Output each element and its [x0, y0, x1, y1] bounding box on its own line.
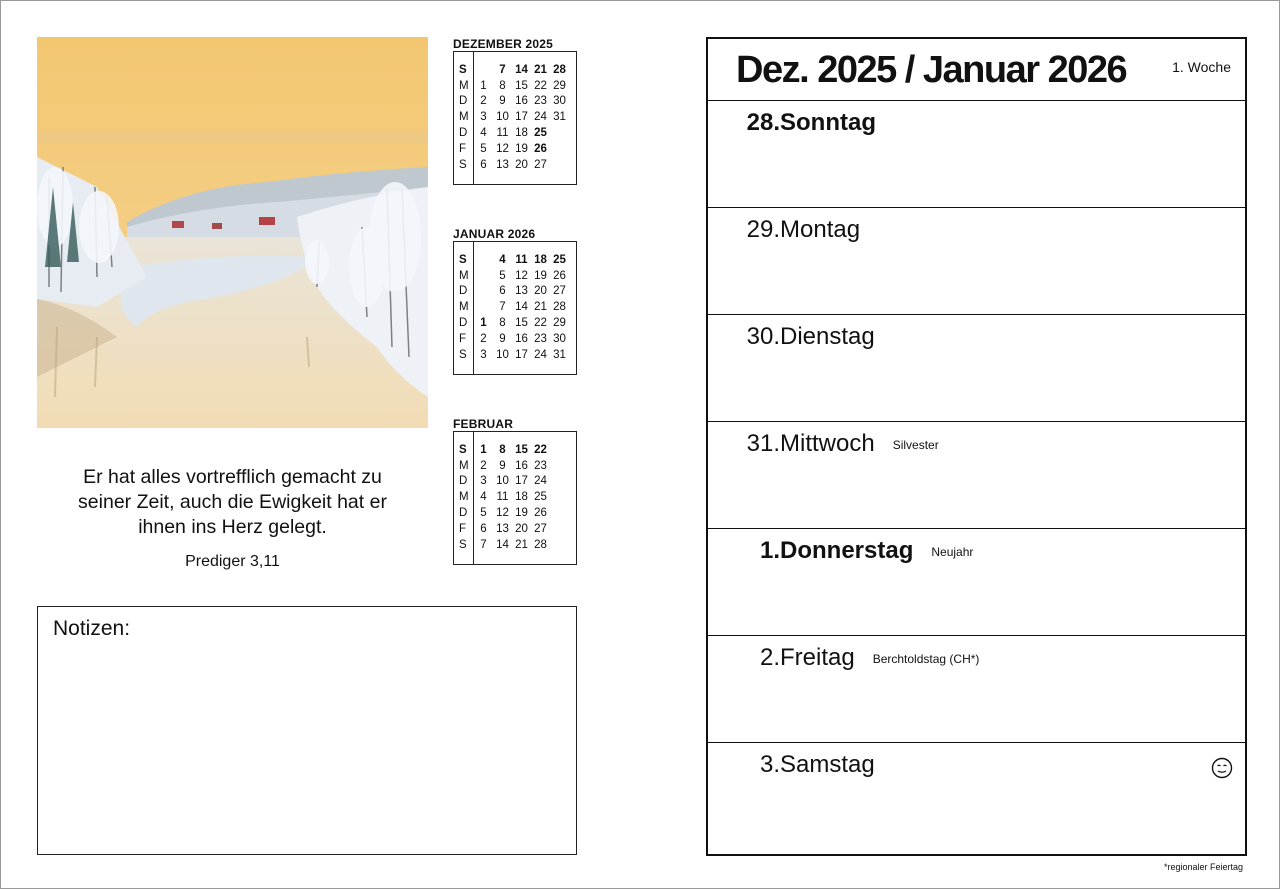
mini-calendar-row	[454, 442, 550, 458]
calendar-date: 16	[515, 332, 528, 345]
calendar-date: 21	[515, 538, 528, 551]
day-number: 2.	[759, 644, 780, 671]
calendar-date: 3	[480, 475, 487, 488]
calendar-date: 19	[515, 142, 528, 155]
weekday-label: F	[459, 142, 467, 155]
calendar-date: 26	[553, 269, 566, 282]
day-name	[780, 644, 979, 672]
mini-calendar-grid	[453, 241, 577, 375]
calendar-date: 14	[515, 63, 528, 76]
calendar-date: 27	[553, 285, 566, 298]
calendar-date: 28	[553, 63, 566, 76]
weekday-label: F	[459, 332, 467, 345]
calendar-date	[474, 268, 493, 284]
calendar-date: 11	[496, 491, 509, 504]
day-name-text: Samstag	[780, 751, 875, 778]
calendar-date: 5	[499, 269, 506, 282]
calendar-date: 6	[480, 158, 487, 171]
mini-calendar-row	[454, 141, 569, 157]
mini-calendar-row	[454, 94, 569, 110]
mini-calendar-january	[453, 227, 577, 375]
day-number: 3.	[759, 751, 780, 778]
mini-calendar-title: JANUAR 2026	[453, 227, 536, 241]
calendar-date: 22	[534, 443, 547, 456]
calendar-date: 9	[499, 459, 506, 472]
calendar-date: 15	[515, 317, 528, 330]
calendar-date: 29	[553, 317, 566, 330]
calendar-date: 31	[553, 111, 566, 124]
calendar-date: 17	[515, 348, 528, 361]
weekday-label: F	[459, 522, 467, 535]
calendar-date: 2	[480, 459, 487, 472]
day-row[interactable]	[708, 636, 1245, 743]
mini-calendar-row	[454, 474, 550, 490]
calendar-date: 13	[496, 158, 509, 171]
weekday-label: D	[459, 127, 468, 140]
calendar-date	[474, 299, 493, 315]
weekday-label: M	[459, 491, 469, 504]
calendar-date: 6	[499, 285, 506, 298]
day-name	[780, 751, 875, 779]
mini-calendar-row	[454, 109, 569, 125]
calendar-date: 4	[499, 253, 506, 266]
weekday-label: D	[459, 507, 468, 520]
weekday-label: M	[459, 111, 469, 124]
mini-calendar-title: DEZEMBER 2025	[453, 37, 553, 51]
day-row[interactable]	[708, 529, 1245, 636]
calendar-date: 13	[496, 522, 509, 535]
calendar-date: 25	[534, 127, 547, 140]
notes-label: Notizen:	[53, 617, 131, 640]
mini-calendar-grid	[453, 51, 577, 185]
day-row[interactable]	[708, 422, 1245, 529]
mini-calendar-row	[454, 315, 569, 331]
calendar-date: 10	[496, 111, 509, 124]
calendar-date: 26	[534, 142, 547, 155]
calendar-date: 25	[534, 491, 547, 504]
day-name	[780, 109, 876, 137]
weekday-label: D	[459, 285, 468, 298]
day-name-text: Donnerstag	[780, 537, 914, 564]
mini-calendar-row	[454, 62, 569, 78]
calendar-date: 8	[499, 317, 506, 330]
calendar-date: 28	[534, 538, 547, 551]
calendar-date: 10	[496, 348, 509, 361]
calendar-date: 27	[534, 158, 547, 171]
mini-calendar-row	[454, 347, 569, 363]
week-header	[708, 39, 1245, 101]
calendar-date: 3	[480, 348, 487, 361]
day-name	[780, 216, 860, 244]
calendar-date	[474, 284, 493, 300]
mini-calendar-title: FEBRUAR	[453, 417, 514, 431]
calendar-date: 20	[515, 522, 528, 535]
calendar-date: 8	[499, 79, 506, 92]
day-name-text: Dienstag	[780, 323, 875, 350]
weekday-label: S	[459, 63, 467, 76]
calendar-date: 28	[553, 301, 566, 314]
calendar-date: 14	[496, 538, 509, 551]
day-name-text: Mittwoch	[780, 430, 875, 457]
calendar-date: 6	[480, 522, 487, 535]
day-name	[780, 430, 939, 458]
calendar-date: 31	[553, 348, 566, 361]
day-row[interactable]	[708, 743, 1245, 849]
calendar-date: 14	[515, 301, 528, 314]
mini-calendar-row	[454, 157, 569, 173]
quote-line-1: Er hat alles vortrefflich gemacht zu	[83, 466, 382, 488]
mini-calendar-row	[454, 331, 569, 347]
calendar-date: 19	[534, 269, 547, 282]
calendar-date: 5	[480, 507, 487, 520]
day-row[interactable]	[708, 315, 1245, 422]
calendar-date: 9	[499, 95, 506, 108]
calendar-date	[550, 157, 569, 173]
mini-calendar-row	[454, 458, 550, 474]
calendar-date: 2	[480, 332, 487, 345]
day-number: 29.	[746, 216, 780, 243]
calendar-date: 12	[515, 269, 528, 282]
calendar-date	[474, 62, 493, 78]
calendar-date: 1	[480, 443, 487, 456]
weekday-label: M	[459, 301, 469, 314]
mini-calendar-row	[454, 299, 569, 315]
calendar-date: 12	[496, 507, 509, 520]
calendar-date: 25	[553, 253, 566, 266]
day-name-text: Montag	[780, 216, 861, 243]
day-number: 31.	[746, 430, 780, 457]
week-title: Dez. 2025 / Januar 2026	[736, 49, 1127, 91]
calendar-date: 3	[480, 111, 487, 124]
calendar-date: 17	[515, 475, 528, 488]
calendar-date: 23	[534, 332, 547, 345]
mini-calendar-grid	[453, 431, 577, 565]
calendar-date: 5	[480, 142, 487, 155]
weekday-label: D	[459, 475, 468, 488]
calendar-date: 20	[534, 285, 547, 298]
weekday-label: S	[459, 443, 467, 456]
calendar-date: 24	[534, 348, 547, 361]
quote-line-3: ihnen ins Herz gelegt.	[138, 516, 327, 538]
mini-calendar-row	[454, 505, 550, 521]
weekday-label: S	[459, 253, 467, 266]
notes-box[interactable]	[37, 606, 577, 855]
day-name	[780, 323, 875, 351]
calendar-date: 13	[515, 285, 528, 298]
calendar-date	[550, 125, 569, 141]
mini-calendar-row	[454, 521, 550, 537]
calendar-date: 8	[499, 443, 506, 456]
calendar-date: 24	[534, 111, 547, 124]
calendar-date: 22	[534, 79, 547, 92]
day-name-text: Sonntag	[780, 109, 876, 136]
calendar-date: 7	[499, 301, 506, 314]
mini-calendar-row	[454, 268, 569, 284]
calendar-date: 2	[480, 95, 487, 108]
calendar-date: 16	[515, 459, 528, 472]
calendar-date: 18	[534, 253, 547, 266]
calendar-date: 29	[553, 79, 566, 92]
mini-calendar-row	[454, 537, 550, 553]
bible-quote	[37, 465, 428, 574]
weekday-label: M	[459, 79, 469, 92]
weekday-label: S	[459, 538, 467, 551]
calendar-date: 21	[534, 301, 547, 314]
day-name	[780, 537, 973, 565]
smiley-icon	[1211, 757, 1233, 779]
mini-calendar-february	[453, 417, 577, 565]
winter-landscape-photo	[37, 37, 428, 428]
calendar-date: 15	[515, 443, 528, 456]
weekday-label: S	[459, 158, 467, 171]
holiday-label: Silvester	[892, 437, 939, 452]
weekday-label: M	[459, 269, 469, 282]
mini-calendar-row	[454, 125, 569, 141]
calendar-date: 9	[499, 332, 506, 345]
calendar-date: 27	[534, 522, 547, 535]
calendar-date: 1	[480, 317, 487, 330]
weekday-label: D	[459, 95, 468, 108]
mini-calendar-row	[454, 284, 569, 300]
calendar-date: 21	[534, 63, 547, 76]
calendar-date: 1	[480, 79, 487, 92]
mini-calendar-row	[454, 489, 550, 505]
quote-line-2: seiner Zeit, auch die Ewigkeit hat er	[78, 491, 387, 513]
calendar-date: 4	[480, 127, 487, 140]
mini-calendar-december	[453, 37, 577, 185]
mini-calendar-row	[454, 78, 569, 94]
calendar-date: 26	[534, 507, 547, 520]
weekday-label: D	[459, 317, 468, 330]
calendar-date: 11	[496, 127, 509, 140]
day-row[interactable]	[708, 101, 1245, 208]
weekday-label: S	[459, 348, 467, 361]
calendar-date: 23	[534, 95, 547, 108]
calendar-date: 12	[496, 142, 509, 155]
calendar-date: 16	[515, 95, 528, 108]
calendar-date	[474, 252, 493, 268]
calendar-date: 30	[553, 332, 566, 345]
day-number: 28.	[746, 109, 780, 136]
calendar-date: 7	[480, 538, 487, 551]
calendar-date: 15	[515, 79, 528, 92]
calendar-date	[550, 141, 569, 157]
week-number: 1. Woche	[1172, 59, 1231, 75]
calendar-date: 17	[515, 111, 528, 124]
calendar-date: 24	[534, 475, 547, 488]
weekday-label: M	[459, 459, 469, 472]
day-row[interactable]	[708, 208, 1245, 315]
calendar-date: 4	[480, 491, 487, 504]
holiday-label: Berchtoldstag (CH*)	[872, 651, 980, 666]
calendar-date: 30	[553, 95, 566, 108]
day-number: 1.	[759, 537, 780, 564]
day-name-text: Freitag	[780, 644, 855, 671]
calendar-date: 19	[515, 507, 528, 520]
calendar-date: 18	[515, 127, 528, 140]
calendar-date: 20	[515, 158, 528, 171]
calendar-date: 7	[499, 63, 506, 76]
calendar-date: 10	[496, 475, 509, 488]
calendar-date: 22	[534, 317, 547, 330]
calendar-date: 18	[515, 491, 528, 504]
footnote: *regionaler Feiertag	[1163, 862, 1243, 872]
week-planner	[706, 37, 1247, 856]
calendar-date: 23	[534, 459, 547, 472]
holiday-label: Neujahr	[931, 544, 974, 559]
mini-calendar-row	[454, 252, 569, 268]
calendar-date: 11	[515, 253, 528, 266]
quote-reference: Prediger 3,11	[185, 553, 280, 570]
day-number: 30.	[746, 323, 780, 350]
